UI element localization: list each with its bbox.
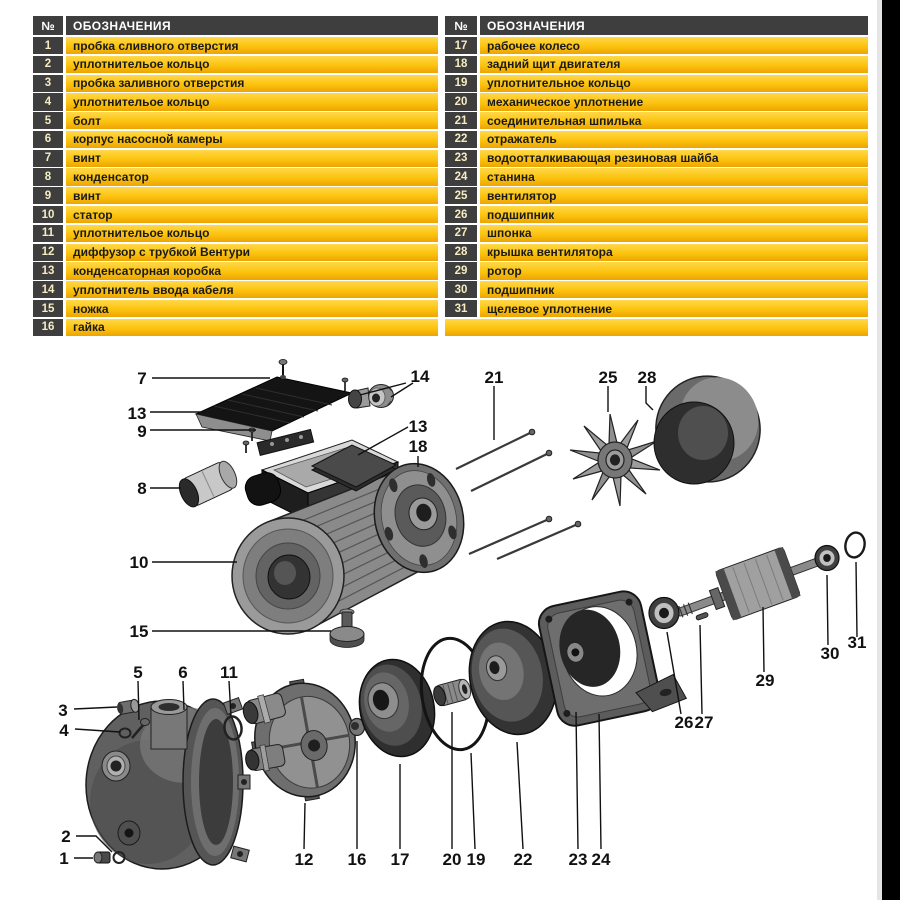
part-name: водоотталкивающая резиновая шайба bbox=[480, 150, 868, 167]
callout-19: 19 bbox=[466, 850, 486, 869]
mechanical-seal-20 bbox=[432, 678, 473, 708]
diffuser-12 bbox=[240, 672, 366, 808]
diagram-shape bbox=[570, 450, 600, 461]
impeller-17 bbox=[351, 652, 444, 763]
diagram-shape bbox=[280, 375, 286, 379]
diagram-shape bbox=[241, 779, 247, 785]
diagram-shape bbox=[279, 359, 287, 364]
capacitor-box-lid bbox=[0, 0, 352, 441]
diagram-shape bbox=[823, 554, 831, 562]
diagram-shape bbox=[469, 519, 549, 554]
diagram-shape bbox=[613, 476, 621, 506]
part-name: вентилятор bbox=[480, 187, 868, 204]
part-name: соединительная шпилька bbox=[480, 112, 868, 129]
part-name: корпус насосной камеры bbox=[66, 131, 438, 148]
callout-13: 13 bbox=[127, 404, 147, 423]
part-number: 12 bbox=[33, 244, 63, 261]
callout-5: 5 bbox=[133, 663, 143, 682]
part-name: уплотнительое кольцо bbox=[66, 225, 438, 242]
part-number: 26 bbox=[445, 206, 477, 223]
callout-18: 18 bbox=[408, 437, 428, 456]
col-header-number: № bbox=[33, 16, 63, 35]
col-header-designations: ОБОЗНАЧЕНИЯ bbox=[480, 16, 868, 35]
part-number: 16 bbox=[33, 319, 63, 336]
part-number: 27 bbox=[445, 225, 477, 242]
part-number: 22 bbox=[445, 131, 477, 148]
callout-14: 14 bbox=[410, 367, 430, 386]
part-name: пробка заливного отверстия bbox=[66, 75, 438, 92]
callout-4: 4 bbox=[59, 721, 69, 740]
callout-21: 21 bbox=[484, 368, 504, 387]
callout-10: 10 bbox=[129, 553, 149, 572]
diagram-shape bbox=[270, 442, 274, 446]
callout-25: 25 bbox=[598, 368, 618, 387]
diagram-shape bbox=[183, 681, 184, 710]
diagram-shape bbox=[242, 672, 366, 808]
diagram-shape bbox=[497, 524, 578, 559]
diagram-shape bbox=[678, 406, 728, 460]
callout-13b: 13 bbox=[408, 417, 428, 436]
fan-cover-28 bbox=[642, 363, 774, 496]
part-number: 15 bbox=[33, 300, 63, 317]
part-number: 20 bbox=[445, 93, 477, 110]
part-number: 13 bbox=[33, 262, 63, 279]
diagram-shape bbox=[159, 703, 180, 711]
part-name: отражатель bbox=[480, 131, 868, 148]
diagram-shape bbox=[611, 455, 620, 465]
diagram-shape bbox=[646, 386, 653, 410]
callout-28: 28 bbox=[637, 368, 657, 387]
diagram-shape bbox=[138, 681, 139, 720]
rotor-29 bbox=[668, 530, 846, 637]
part-number: 6 bbox=[33, 131, 63, 148]
part-number: 25 bbox=[445, 187, 477, 204]
studs-21 bbox=[456, 429, 581, 559]
callout-3: 3 bbox=[58, 701, 68, 720]
callout-31: 31 bbox=[847, 633, 867, 652]
col-header-designations: ОБОЗНАЧЕНИЯ bbox=[66, 16, 438, 35]
diagram-shape bbox=[659, 608, 669, 618]
diagram-shape bbox=[696, 612, 709, 620]
diagram-shape bbox=[358, 427, 408, 455]
callout-11: 11 bbox=[220, 663, 238, 682]
part-number: 2 bbox=[33, 56, 63, 73]
fan-25 bbox=[570, 414, 660, 506]
part-name: подшипник bbox=[480, 281, 868, 298]
part-name: уплотнитель ввода кабеля bbox=[66, 281, 438, 298]
diagram-shape bbox=[763, 607, 764, 672]
part-name: пробка сливного отверстия bbox=[66, 37, 438, 54]
diagram-shape bbox=[573, 463, 602, 479]
part-number: 31 bbox=[445, 300, 477, 317]
callout-29: 29 bbox=[755, 671, 775, 690]
diagram-shape bbox=[237, 851, 243, 857]
part-number: 1 bbox=[33, 37, 63, 54]
callout-26: 26 bbox=[674, 713, 694, 732]
diagram-shape bbox=[609, 414, 617, 444]
diagram-shape bbox=[517, 742, 523, 849]
part-name: крышка вентилятора bbox=[480, 244, 868, 261]
callout-20: 20 bbox=[442, 850, 462, 869]
callout-23: 23 bbox=[568, 850, 588, 869]
part-number: 10 bbox=[33, 206, 63, 223]
part-name: щелевое уплотнение bbox=[480, 300, 868, 317]
diagram-shape bbox=[111, 761, 122, 772]
part-number: 5 bbox=[33, 112, 63, 129]
diagram-shape bbox=[599, 714, 601, 849]
diagram-shape bbox=[576, 712, 578, 849]
diagram-shape bbox=[304, 803, 305, 849]
part-name: диффузор с трубкой Вентури bbox=[66, 244, 438, 261]
part-name: конденсатор bbox=[66, 168, 438, 185]
part-number: 19 bbox=[445, 75, 477, 92]
part-name: подшипник bbox=[480, 206, 868, 223]
diagram-shape bbox=[529, 429, 535, 435]
part-name: болт bbox=[66, 112, 438, 129]
diagram-shape bbox=[125, 829, 134, 838]
part-number: 30 bbox=[445, 281, 477, 298]
part-name: уплотнительное кольцо bbox=[480, 75, 868, 92]
part-number: 24 bbox=[445, 168, 477, 185]
diagram-shape bbox=[141, 719, 150, 726]
callout-8: 8 bbox=[137, 479, 147, 498]
diagram-shape bbox=[274, 561, 296, 585]
part-number: 17 bbox=[445, 37, 477, 54]
part-number: 18 bbox=[445, 56, 477, 73]
part-number: 3 bbox=[33, 75, 63, 92]
part-number: 8 bbox=[33, 168, 63, 185]
diagram-shape bbox=[546, 516, 552, 522]
callout-1: 1 bbox=[59, 849, 69, 868]
part-name: винт bbox=[66, 187, 438, 204]
diagram-shape bbox=[342, 378, 348, 382]
diagram-shape bbox=[630, 459, 660, 470]
slot-seal-31 bbox=[843, 531, 867, 559]
part-number: 21 bbox=[445, 112, 477, 129]
part-name: уплотнительое кольцо bbox=[66, 93, 438, 110]
diagram-shape bbox=[299, 435, 303, 439]
part-number: 23 bbox=[445, 150, 477, 167]
part-name: рабочее колесо bbox=[480, 37, 868, 54]
part-number: 28 bbox=[445, 244, 477, 261]
callout-22: 22 bbox=[513, 850, 533, 869]
terminal-screws-9 bbox=[243, 428, 314, 455]
diagram-shape bbox=[856, 562, 857, 637]
callout-17: 17 bbox=[390, 850, 410, 869]
diagram-shape bbox=[74, 707, 117, 709]
diagram-shape bbox=[575, 521, 581, 527]
callout-12: 12 bbox=[294, 850, 314, 869]
callout-9: 9 bbox=[137, 422, 147, 441]
callout-6: 6 bbox=[178, 663, 188, 682]
capacitor-8 bbox=[175, 458, 240, 510]
part-name: гайка bbox=[66, 319, 438, 336]
part-name: ножка bbox=[66, 300, 438, 317]
part-name: винт bbox=[66, 150, 438, 167]
callout-16: 16 bbox=[347, 850, 367, 869]
part-number: 9 bbox=[33, 187, 63, 204]
diagram-shape bbox=[349, 390, 362, 408]
diagram-shape bbox=[471, 453, 549, 491]
callout-27: 27 bbox=[694, 713, 714, 732]
diagram-shape bbox=[471, 753, 475, 849]
part-number: 4 bbox=[33, 93, 63, 110]
callout-15: 15 bbox=[129, 622, 149, 641]
part-name: механическое уплотнение bbox=[480, 93, 868, 110]
diagram-shape bbox=[546, 450, 552, 456]
part-name: шпонка bbox=[480, 225, 868, 242]
key-27 bbox=[696, 612, 709, 620]
drain-plug-1 bbox=[94, 852, 110, 863]
diagram-shape bbox=[285, 438, 289, 442]
callout-7: 7 bbox=[137, 369, 147, 388]
diagram-shape bbox=[372, 394, 380, 403]
diagram-shape bbox=[94, 852, 102, 863]
callout-2: 2 bbox=[61, 827, 71, 846]
col-header-number: № bbox=[445, 16, 477, 35]
diagram-shape bbox=[827, 575, 828, 645]
bearing-30 bbox=[815, 546, 839, 571]
diagram-shape bbox=[351, 722, 359, 730]
part-name: статор bbox=[66, 206, 438, 223]
part-name: уплотнительое кольцо bbox=[66, 56, 438, 73]
callout-30: 30 bbox=[820, 644, 840, 663]
callout-24: 24 bbox=[591, 850, 611, 869]
part-number: 29 bbox=[445, 262, 477, 279]
diagram-shape bbox=[628, 441, 657, 457]
part-name: ротор bbox=[480, 262, 868, 279]
diagram-shape bbox=[843, 531, 867, 559]
part-number: 7 bbox=[33, 150, 63, 167]
part-name: станина bbox=[480, 168, 868, 185]
part-name: конденсаторная коробка bbox=[66, 262, 438, 279]
part-number: 14 bbox=[33, 281, 63, 298]
diagram-shape bbox=[243, 441, 249, 445]
part-number: 11 bbox=[33, 225, 63, 242]
bearing-26 bbox=[649, 598, 679, 629]
diagram-shape bbox=[700, 625, 702, 714]
part-name: задний щит двигателя bbox=[480, 56, 868, 73]
